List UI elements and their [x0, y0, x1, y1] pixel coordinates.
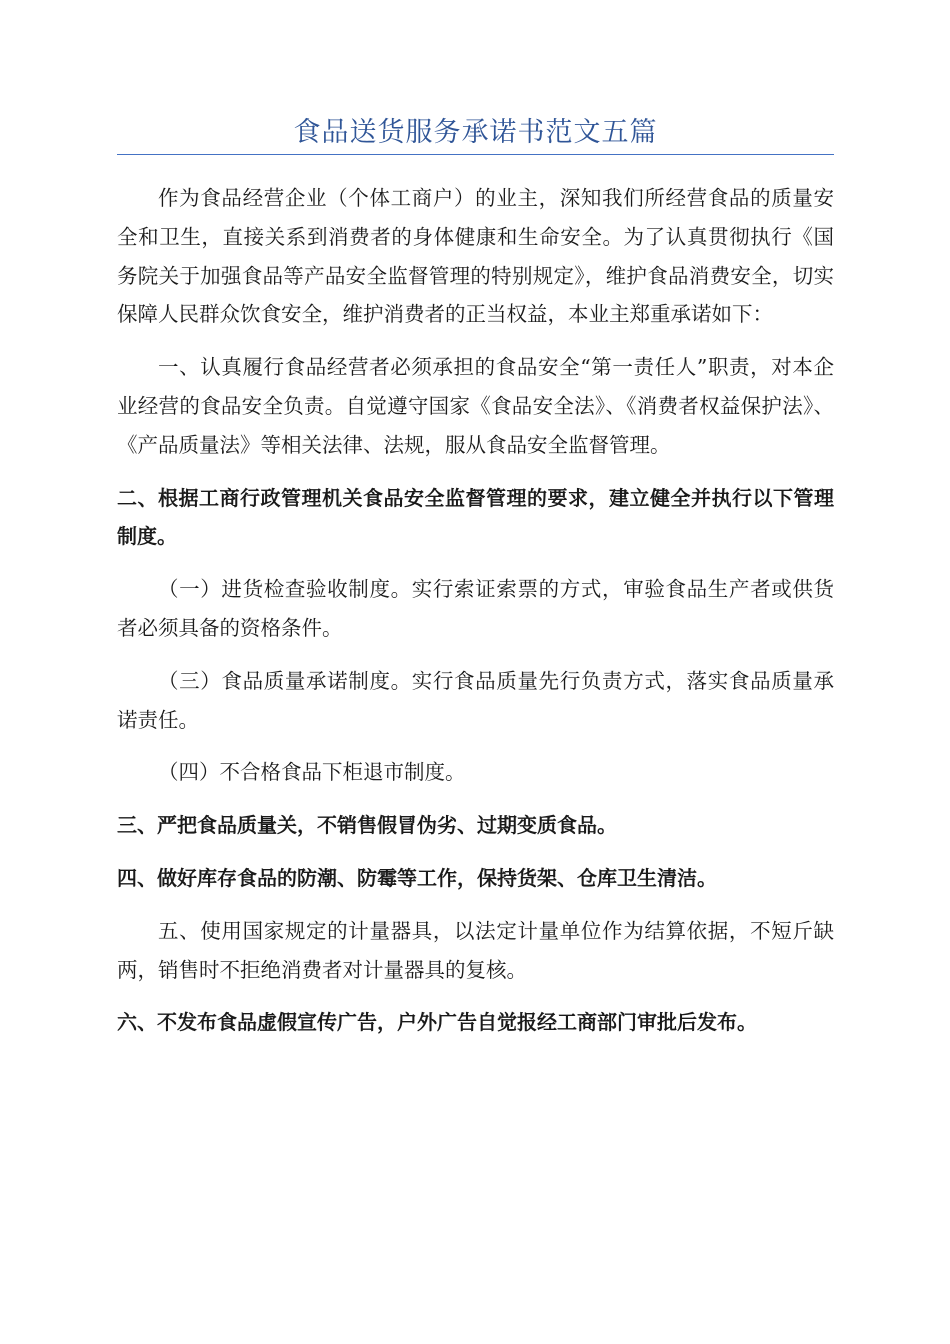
paragraph-subitem-4: （四）不合格食品下柜退市制度。: [158, 760, 466, 785]
document-title: 食品送货服务承诺书范文五篇: [293, 117, 658, 148]
title-underline: [117, 154, 834, 155]
paragraph-item-2-heading: 二、根据工商行政管理机关食品安全监督管理的要求，建立健全并执行以下管理制度。: [117, 485, 834, 549]
paragraph-item-3: 三、严把食品质量关，不销售假冒伪劣、过期变质食品。: [117, 813, 617, 838]
paragraph-subitem-3: （三）食品质量承诺制度。实行食品质量先行负责方式，落实食品质量承诺责任。: [117, 668, 834, 732]
paragraph-item-1: 一、认真履行食品经营者必须承担的食品安全“第一责任人”职责，对本企业经营的食品安全负责。自觉遵守国家《食品安全法》、《消费者权益保护法》、《产品质量法》等相关法律、法规，服从食品安全监督管理。: [117, 355, 834, 457]
document-body: [117, 179, 834, 1042]
paragraph-item-5: 五、使用国家规定的计量器具，以法定计量单位作为结算依据，不短斤缺两，销售时不拒绝消费者对计量器具的复核。: [117, 918, 834, 982]
paragraph-subitem-1: （一）进货检查验收制度。实行索证索票的方式，审验食品生产者或供货者必须具备的资格条件。: [117, 577, 834, 640]
paragraph-item-4: 四、做好库存食品的防潮、防霉等工作，保持货架、仓库卫生清洁。: [117, 865, 717, 890]
paragraph-intro: 作为食品经营企业（个体工商户）的业主，深知我们所经营食品的质量安全和卫生，直接关系到消费者的身体健康和生命安全。为了认真贯彻执行《国务院关于加强食品等产品安全监督管理的特别规定》，维护食品消费安全，切实保障人民群众饮食安全，维护消费者的正当权益，本业主郑重承诺如下：: [117, 186, 834, 327]
document-page: [117, 0, 834, 1042]
paragraph-item-6: 六、不发布食品虚假宣传广告，户外广告自觉报经工商部门审批后发布。: [117, 1010, 757, 1035]
